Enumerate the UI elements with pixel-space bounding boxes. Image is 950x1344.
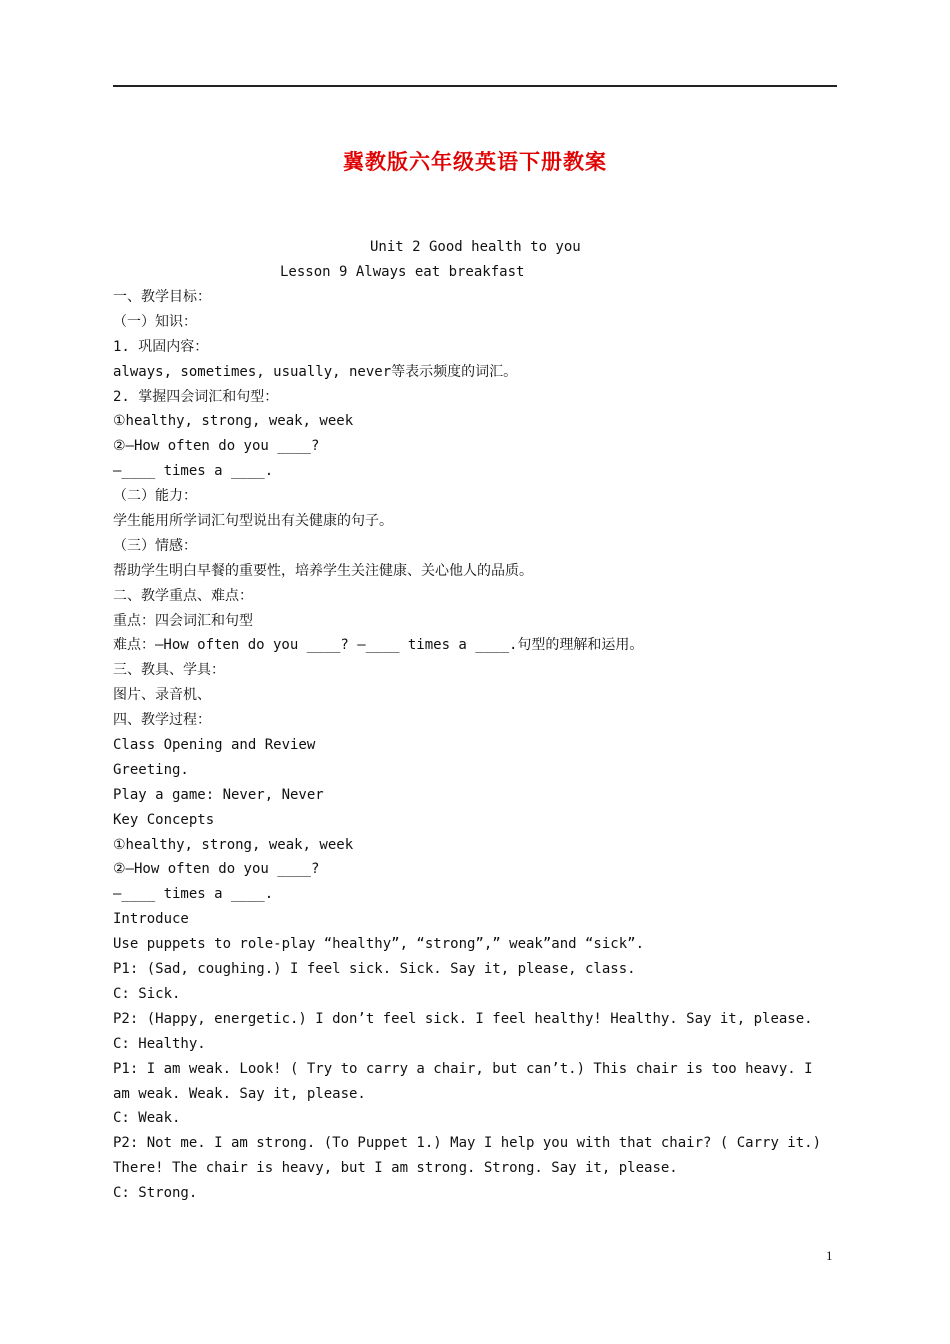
text-line: 难点：—How often do you ____? —____ times a ____.句型的理解和运用。 bbox=[113, 637, 644, 654]
text-line: There! The chair is heavy, but I am strong. Strong. Say it, please. bbox=[113, 1160, 678, 1177]
text-line: C: Healthy. bbox=[113, 1035, 206, 1052]
text-line: 三、教具、学具： bbox=[113, 662, 225, 679]
text-line: C: Strong. bbox=[113, 1185, 198, 1202]
text-line: 重点：四会词汇和句型 bbox=[113, 612, 253, 629]
text-line: P2: (Happy, energetic.) I don’t feel sick. I feel healthy! Healthy. Say it, please. bbox=[113, 1010, 813, 1027]
text-line: C: Sick. bbox=[113, 985, 181, 1002]
text-line: 2. 掌握四会词汇和句型： bbox=[113, 388, 279, 405]
text-line: ②—How often do you ____? bbox=[113, 438, 320, 455]
text-line: 学生能用所学词汇句型说出有关健康的句子。 bbox=[113, 513, 393, 530]
text-line: 四、教学过程： bbox=[113, 712, 211, 729]
text-line: 一、教学目标： bbox=[113, 289, 211, 305]
document-title: 冀教版六年级英语下册教案 bbox=[343, 150, 607, 174]
text-line: 帮助学生明白早餐的重要性，培养学生关注健康、关心他人的品质。 bbox=[113, 562, 533, 579]
text-line: 二、教学重点、难点： bbox=[113, 587, 253, 604]
text-line: C: Weak. bbox=[113, 1110, 181, 1127]
text-line: Key Concepts bbox=[113, 811, 215, 828]
text-line: P2: Not me. I am strong. (To Puppet 1.) May I help you with that chair? ( Carry it.) bbox=[113, 1135, 822, 1152]
text-line: 图片、录音机、 bbox=[113, 687, 211, 704]
text-line: ①healthy, strong, weak, week bbox=[113, 413, 354, 430]
lesson-plan-body bbox=[113, 285, 839, 1206]
text-line: P1: (Sad, coughing.) I feel sick. Sick. Say it, please, class. bbox=[113, 961, 636, 978]
text-line: am weak. Weak. Say it, please. bbox=[113, 1085, 366, 1102]
text-line: P1: I am weak. Look! ( Try to carry a chair, but can’t.) This chair is too heavy. I bbox=[113, 1060, 813, 1077]
text-line: （二）能力： bbox=[113, 488, 197, 505]
text-line: （三）情感： bbox=[113, 537, 197, 554]
text-line: Class Opening and Review bbox=[113, 737, 316, 754]
text-line: ②—How often do you ____? bbox=[113, 861, 320, 878]
text-line: Use puppets to role-play “healthy”, “strong”,” weak”and “sick”. bbox=[113, 936, 645, 953]
text-line: （一）知识： bbox=[113, 313, 197, 330]
header-rule bbox=[113, 85, 837, 87]
text-line: —____ times a ____. bbox=[113, 886, 274, 903]
text-line: 1. 巩固内容： bbox=[113, 338, 209, 355]
lesson-heading: Lesson 9 Always eat breakfast bbox=[280, 264, 525, 280]
text-line: Introduce bbox=[113, 911, 189, 928]
page-number: 1 bbox=[826, 1248, 833, 1263]
text-line: —____ times a ____. bbox=[113, 463, 274, 480]
unit-heading: Unit 2 Good health to you bbox=[370, 239, 581, 255]
text-line: Greeting. bbox=[113, 761, 189, 778]
text-line: Play a game: Never, Never bbox=[113, 786, 324, 803]
text-line: always, sometimes, usually, never等表示频度的词汇。 bbox=[113, 363, 518, 380]
text-line: ①healthy, strong, weak, week bbox=[113, 836, 354, 853]
